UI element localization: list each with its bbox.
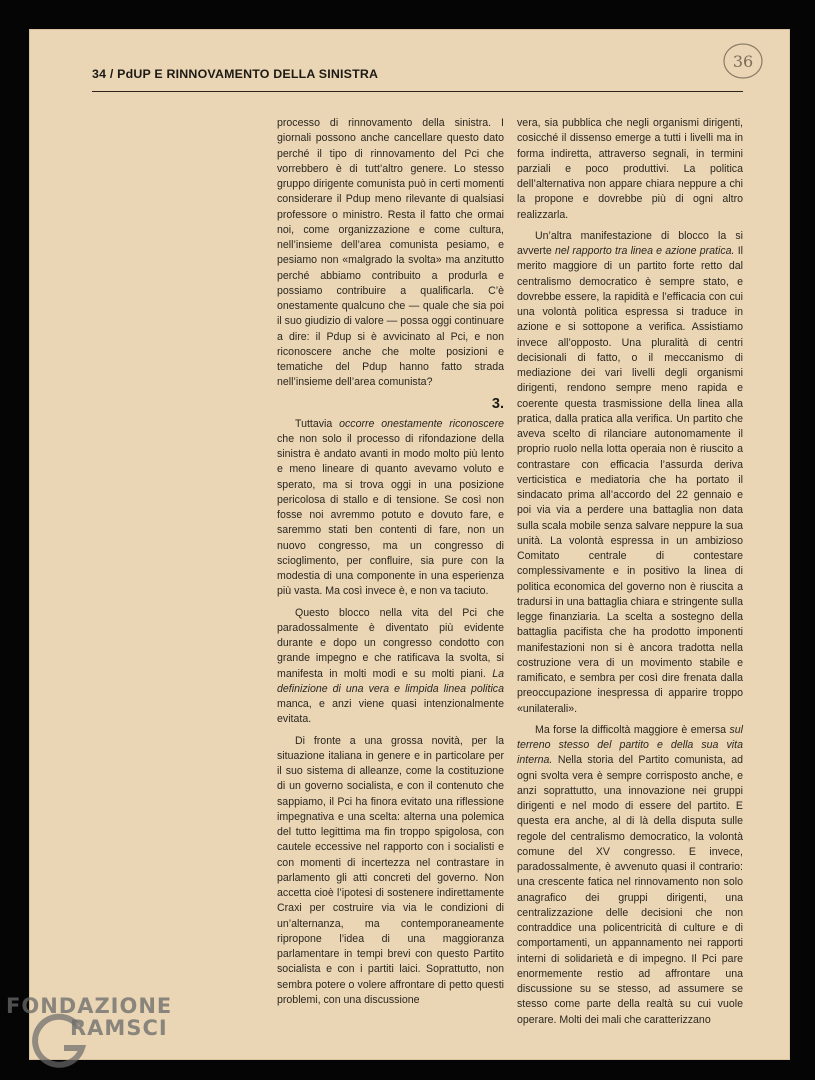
- header-rule: [92, 91, 743, 92]
- svg-text:G: G: [55, 1044, 63, 1055]
- paragraph: vera, sia pubblica che negli organismi dirigenti, cosicché il dissenso emerge a tutti i livelli ma in forma indiretta, attraverso segnali, in termini parziali e poco produttivi. La politica dell’alternativa non appare chiara neppure a chi la propone e dovrebbe più di ogni altro realizzarla.: [517, 117, 743, 221]
- document-page: [29, 29, 790, 1060]
- left-column: [277, 116, 504, 1008]
- svg-text:36: 36: [732, 52, 754, 71]
- watermark-line-2: RAMSCI: [70, 1016, 168, 1040]
- paragraph: processo di rinnovamento della sinistra. I giornali possono anche cancellare questo dato perché il tipo di rinnovamento del Pci che vorrebbero è di tutt’altro genere. Lo stesso gruppo dirigente comunista può in certi momenti considerare il Pdup meno rilevante di qualsiasi professore o ministro. Resta il fatto che ormai noi, come organizzazione e come cultura, nell’insieme dell’area comunista pesiamo, e pesiamo non «malgrado la svolta» ma anzitutto perché abbiamo contribuito a produrla e possiamo contribuire a qualificarla. C’è onestamente qualcuno che — quale che sia poi il suo giudizio di valore — possa oggi continuare a dire: il Pdup si è avvicinato al Pci, e non riconoscere anche che molte posizioni e tematiche del Pdup hanno fatto strada nell’insieme dell’area comunista?: [277, 117, 504, 389]
- paragraph: Tuttavia occorre onestamente riconoscere che non solo il processo di rifondazione della sinistra è andato avanti in modo molto più lento e meno lineare di quanto avevamo voluto e sperato, ma si trova oggi in una posizione pericolosa di stallo e di tensione. Se così non fosse noi avremmo potuto e dovuto fare, e saremmo stati ben contenti di fare, non un nuovo congresso, ma un congresso di scioglimento, per confluire, sia pure con la modestia di una componente in una esperienza più vasta. Ma così invece è, e non va taciuto.: [277, 417, 504, 598]
- paragraph: Di fronte a una grossa novità, per la situazione italiana in genere e in particolare per il suo sistema di alleanze, come la costituzione di un governo socialista, e con il contenuto che sappiamo, il Pci ha finora evitato una riflessione impegnativa e una scelta: alterna una polemica del tutto legittima ma fin troppo spigolosa, con cautele eccessive nel rapporto con i socialisti e con momenti di incertezza nel contrastare in parlamento gli atti concreti del governo. Non accetta cioè l’ipotesi di sostenere indirettamente Craxi per costruire via via le condizioni di un’alternanza, ma contemporaneamente ripropone l’idea di una maggioranza parlamentare in tempi brevi con questo Partito socialista e con i partiti laici. Soprattutto, non sembra potere o volere affrontare di petto questi problemi, con una discussione: [277, 734, 504, 1006]
- watermark: [6, 994, 172, 1040]
- watermark-line-1: FONDAZIONE: [6, 994, 173, 1018]
- section-number: 3.: [491, 395, 504, 412]
- right-column: [517, 116, 743, 1028]
- paragraph: Ma forse la difficoltà maggiore è emersa sul terreno stesso del partito e della sua vita interna. Nella storia del Partito comunista, ad ogni svolta vera è sempre corrisposto anche, e anzi soprattutto, una innovazione nei gruppi dirigenti e nel modo di essere del partito. E questa era anche, al di là della disputa sulle regole del centralismo democratico, la volontà comune del XV congresso. E invece, paradossalmente, è avvenuto quasi il contrario: una crescente fatica nel rinnovamento non solo anagrafico dei gruppi dirigenti, una centralizzazione delle decisioni che non contraddice una policentricità di culture e di comportamenti, un appannamento nei rapporti interni di solidarietà e di impegno. Il Pci pare enormemente restio ad affrontare una discussione su se stesso, ad assumere se stesso come parte della realtà su cui vuole operare. Molti dei mali che caratterizzano: [517, 723, 743, 1026]
- handwritten-page-number: [722, 40, 764, 82]
- page-header: 34 / PdUP E RINNOVAMENTO DELLA SINISTRA: [92, 67, 379, 81]
- paragraph: Questo blocco nella vita del Pci che paradossalmente è diventato più evidente durante e dopo un congresso condotto con grande impegno e che ratificava la svolta, si manifesta in molti modi e su molti piani. La definizione di una vera e limpida linea politica manca, e anzi viene quasi intenzionalmente evitata.: [277, 606, 504, 726]
- paragraph: Un’altra manifestazione di blocco la si avverte nel rapporto tra linea e azione pratica. Il merito maggiore di un partito forte retto dal centralismo democratico è sempre stato, e dovrebbe essere, la rapidità e l’efficacia con cui una volontà politica espressa si traduce in azione e si sottopone a verifica. Assistiamo invece all’opposto. Una pluralità di centri decisionali di fatto, o il meccanismo di mediazione dei vari livelli degli organismi dirigenti, rendono sempre meno rapida e coerente questa trasmissione della linea alla pratica, dalla pratica alla verifica. Un partito che aveva scelto di rilanciare autonomamente il proprio ruolo nella lotta operaia non è riuscito a contrastare con efficacia l’assurda deriva verticistica e mediatoria che ha portato il sindacato prima all’accordo del 22 gennaio e poi via via a perdere una battaglia non data sulla scala mobile senza salvare neppure la sua unità. La volontà espressa in un ambizioso Comitato centrale di contestare complessivamente e in positivo la linea di politica economica del governo non è riuscita a tradursi in una battaglia chiara e stringente sulla legge finanziaria. La scelta a sostegno della battaglia pacifista che ha prodotto imponenti manifestazioni non si è ancora tradotta nella costruzione vera di un movimento stabile e ramificato, e sembra per così dire frenata dalla preoccupazione inespressa di apparire troppo «unilaterali».: [517, 229, 743, 715]
